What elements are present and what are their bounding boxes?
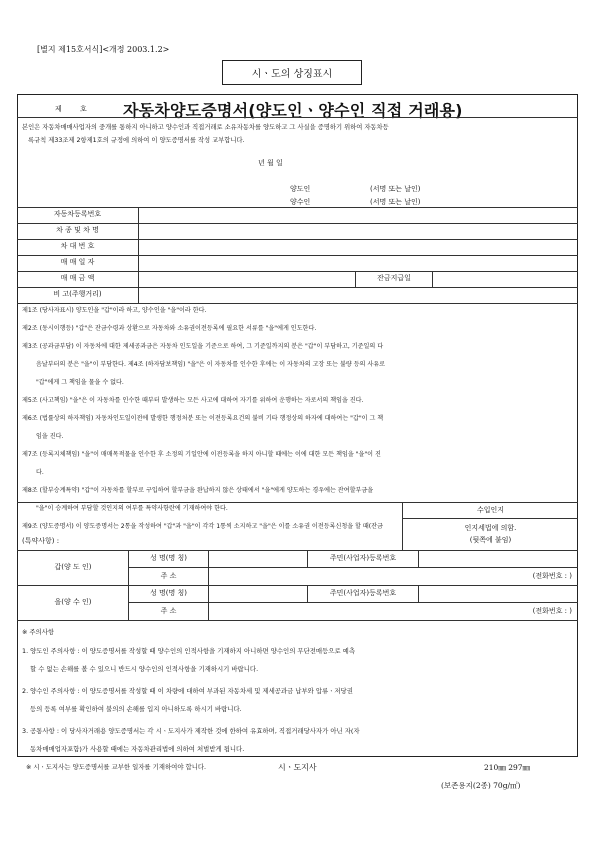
clause-line: 제7조 (등록지체책임) "을"이 매매목적물을 인수한 후 소정의 기일안에 이전등록을 하지 아니할 때에는 이에 대한 모든 책임을 "을"이 진 (22, 451, 381, 458)
party-b-address-label: 주 소 (160, 607, 177, 615)
row-label-sale-amount: 매 매 금 액 (60, 274, 95, 282)
notes-header: ※ 주의사항 (22, 628, 55, 636)
divider (17, 502, 578, 503)
row-label-chassis-no: 차 대 번 호 (60, 242, 95, 250)
divider (17, 207, 578, 208)
clauses (22, 304, 572, 533)
form-label: [별지 제15호서식]<개정 2003.1.2> (37, 45, 170, 54)
clause-line: 제5조 (사고책임) "을"은 이 자동차를 인수한 때부터 발생하는 모든 사고에 대하여 자기를 위하여 운행하는 자로서의 책임을 진다. (22, 397, 364, 404)
divider (17, 550, 578, 551)
date-line: 년 월 일 (258, 159, 283, 167)
row-label-vehicle-type: 차 종 및 차 명 (56, 226, 99, 234)
divider (128, 567, 578, 568)
seal-area: 시ㆍ도의 상징표시 (222, 60, 362, 85)
divider (432, 271, 433, 287)
divider (17, 585, 578, 586)
clause-line: 음날부터의 분은 "을"이 부담한다. 제4조 (하자담보책임) "을"은 이 자동차를 인수한 후에는 이 자동차의 고장 또는 불량 등의 사유로 (36, 361, 386, 368)
clause-line: 제6조 (법률상의 하자책임) 자동차인도일이전에 발생한 행정처분 또는 이전등록요건의 불비 기타 행정상의 하자에 대하여는 "갑"이 그 책 (22, 415, 384, 422)
clause-line: 제2조 (동시이행등) "갑"은 잔금수령과 상환으로 자동차와 소유권이전등록에 필요한 서류를 "을"에게 인도한다. (22, 325, 317, 332)
party-b-id-label: 주민(사업자)등록번호 (329, 589, 397, 597)
note-line: 3. 공통사항 : 이 당사자거래용 양도증명서는 각 시ㆍ도지사가 제작한 것에 한하여 유효하며, 직접거래당사자가 아닌 자(자 (22, 727, 360, 735)
intro-line: 록규칙 제33조제 2항제1호의 규정에 의하여 이 양도증명서를 작성 교부합니다. (28, 137, 245, 144)
paper-spec: (보존용지(2종) 70g/㎡) (441, 781, 521, 790)
party-a-label: 갑(양 도 인) (54, 563, 92, 571)
paper-size: 210㎜ 297㎜ (484, 763, 531, 772)
divider (17, 287, 578, 288)
row-label-registration-no: 자동차등록번호 (53, 210, 102, 218)
issuer-label: 시ㆍ도지사 (278, 763, 317, 772)
divider (17, 239, 578, 240)
clause-line: 다. (36, 469, 44, 476)
divider (402, 518, 578, 519)
transferee-sign-note: (서명 또는 날인) (370, 198, 421, 206)
transferee-label: 양수인 (290, 198, 311, 206)
clause-line: 제8조 (할부승계특약) "갑"이 자동차를 할부로 구입하여 할부금을 완납하지 않은 상태에서 "을"에게 양도하는 경우에는 잔여할부금을 (22, 487, 374, 494)
note-line: ※ 시ㆍ도지사는 양도증명서를 교부한 일자를 기재하여야 합니다. (26, 763, 207, 771)
intro-line: 본인은 자동차매매사업자의 중개를 통하지 아니하고 양수인과 직접거래로 소유자동차를 양도하고 그 사실을 증명하기 위하여 자동차등 (22, 124, 389, 131)
divider (17, 620, 578, 621)
divider (17, 255, 578, 256)
party-b-name-label: 성 명(명 칭) (150, 589, 187, 597)
clause-line: 제9조 (양도증명서) 이 양도증명서는 2통을 작성하여 "갑"과 "을"이 각각 1통씩 소지하고 "을"은 이를 소유권 이전등록신청을 할 때(잔금 (22, 523, 383, 530)
revenue-stamp-label: 수입인지 (476, 506, 505, 514)
note-line: 1. 양도인 주의사항 : 이 양도증명서를 작성할 때 양수인의 인적사항을 기재하지 아니하면 양수인의 무단전매등으로 예측 (22, 647, 356, 655)
revenue-stamp-note: 인지세법에 의함. (464, 524, 517, 532)
clause-line: "갑"에게 그 책임을 물을 수 없다. (36, 379, 124, 386)
party-a-name-label: 성 명(명 칭) (150, 554, 187, 562)
divider (17, 271, 578, 272)
divider (208, 550, 209, 620)
document-number-label: 제 호 (55, 105, 95, 113)
revenue-stamp-note: (뒷쪽에 붙임) (469, 536, 512, 544)
divider (418, 585, 419, 602)
party-a-address-label: 주 소 (160, 572, 177, 580)
divider (138, 207, 139, 303)
row-label-sale-date: 매 매 일 자 (60, 258, 95, 266)
party-a-phone-label: (전화번호 : ) (532, 572, 572, 580)
clause-line: "을"이 승계하여 부담할 것인지의 여부를 특약사항란에 기재하여야 한다. (36, 505, 228, 512)
note-line: 동차매매업자포함)가 사용할 때에는 자동차관리법에 의하여 처벌받게 됩니다. (30, 745, 245, 753)
clause-line: 제3조 (공과금부담) 이 자동차에 대한 제세공과금은 자동차 인도일을 기준으로 하여, 그 기준일까지의 분은 "갑"이 부담하고, 기준일의 다 (22, 343, 384, 350)
party-b-label: 을(양 수 인) (54, 598, 92, 606)
party-b-phone-label: (전화번호 : ) (532, 607, 572, 615)
divider (128, 602, 578, 603)
transferor-sign-note: (서명 또는 날인) (370, 185, 421, 193)
clause-line: 제1조 (당사자표시) 양도인을 "갑"이라 하고, 양수인을 "을"이라 한다. (22, 307, 207, 314)
note-line: 등의 등록 여부를 확인하여 불의의 손해를 입지 아니하도록 하시기 바랍니다. (30, 705, 242, 713)
note-line: 할 수 없는 손해를 볼 수 있으니 반드시 양수인의 인적사항을 기재하시기 바랍니다. (30, 665, 259, 673)
party-a-id-label: 주민(사업자)등록번호 (329, 554, 397, 562)
intro-text (22, 121, 570, 147)
divider (418, 550, 419, 567)
special-terms-label: (특약사항) : (22, 537, 60, 545)
notes (22, 626, 572, 774)
divider (17, 117, 578, 118)
balance-date-label: 잔금지급일 (377, 274, 411, 282)
page-title: 자동차양도증명서(양도인ㆍ양수인 직접 거래용) (123, 101, 463, 120)
note-line: 2. 양수인 주의사항 : 이 양도증명서를 작성할 때 이 차량에 대하여 부과된 자동차세 및 제세공과금 납부와 압류ㆍ저당권 (22, 687, 353, 695)
row-label-remarks: 비 고(주행거리) (53, 290, 102, 298)
clause-line: 임을 진다. (36, 433, 64, 440)
transferor-label: 양도인 (290, 185, 311, 193)
divider (17, 223, 578, 224)
